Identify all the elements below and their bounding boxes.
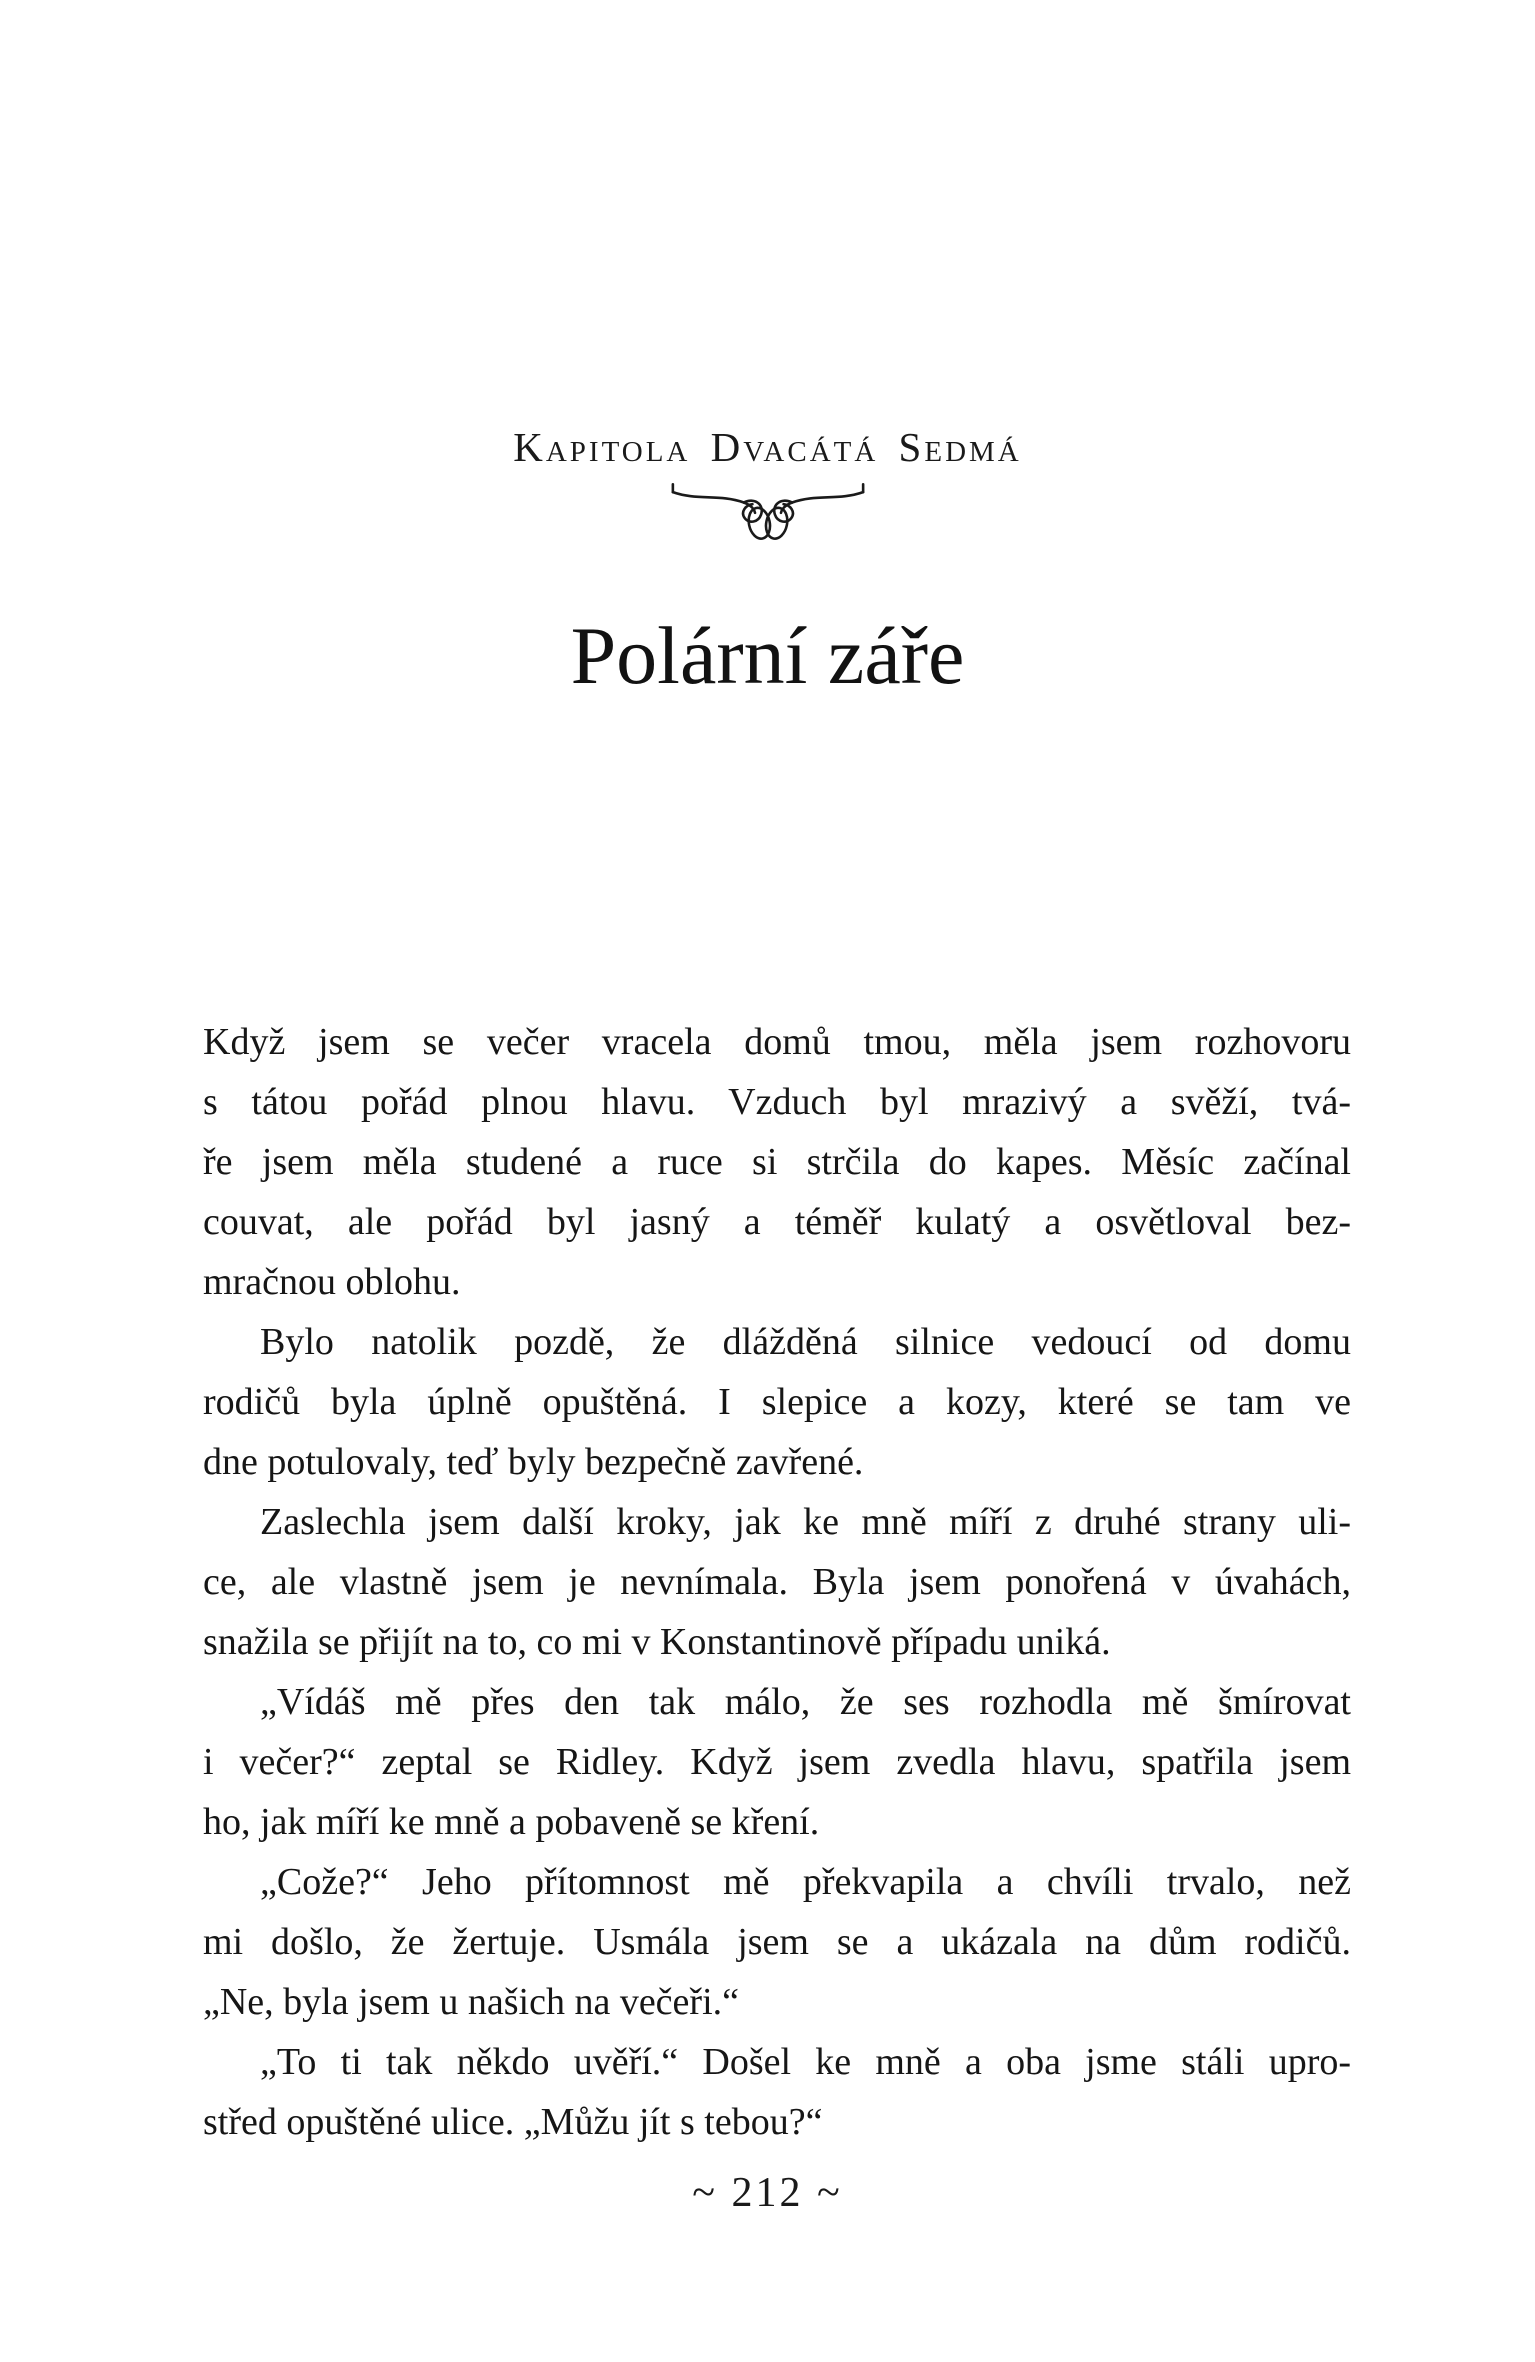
- paragraph: [203, 1312, 1351, 1492]
- page-number: ~ 212 ~: [692, 2170, 843, 2216]
- text-line: ře jsem měla studené a ruce si strčila do kapes. Měsíc začínal: [203, 1141, 1351, 1183]
- body-text: [203, 1012, 1351, 2152]
- text-line: „To ti tak někdo uvěří.“ Došel ke mně a oba jsme stáli upro-: [260, 2041, 1351, 2083]
- text-line: „Cože?“ Jeho přítomnost mě překvapila a chvíli trvalo, než: [260, 1861, 1351, 1903]
- paragraph: [203, 2032, 1351, 2152]
- text-line: ho, jak míří ke mně a pobaveně se kření.: [203, 1801, 820, 1843]
- calligraphic-flourish-icon: [663, 531, 873, 548]
- paragraph: [203, 1492, 1351, 1672]
- text-line: mi došlo, že žertuje. Usmála jsem se a ukázala na dům rodičů.: [203, 1921, 1351, 1963]
- text-line: Bylo natolik pozdě, že dlážděná silnice vedoucí od domu: [260, 1321, 1351, 1363]
- text-line: mračnou oblohu.: [203, 1261, 461, 1303]
- text-line: s tátou pořád plnou hlavu. Vzduch byl mrazivý a svěží, tvá-: [203, 1081, 1351, 1123]
- text-line: rodičů byla úplně opuštěná. I slepice a kozy, které se tam ve: [203, 1381, 1351, 1423]
- paragraph: [203, 1672, 1351, 1852]
- chapter-ornament: [0, 480, 1535, 549]
- text-line: ce, ale vlastně jsem je nevnímala. Byla jsem ponořená v úvahách,: [203, 1561, 1351, 1603]
- chapter-title: Polární záře: [570, 610, 965, 701]
- text-line: „Vídáš mě přes den tak málo, že ses rozhodla mě šmírovat: [260, 1681, 1351, 1723]
- text-line: i večer?“ zeptal se Ridley. Když jsem zvedla hlavu, spatřila jsem: [203, 1741, 1351, 1783]
- text-line: Zaslechla jsem další kroky, jak ke mně míří z druhé strany uli-: [260, 1501, 1351, 1543]
- paragraph: [203, 1852, 1351, 2032]
- chapter-kicker: Kapitola Dvacátá Sedmá: [513, 424, 1022, 470]
- text-line: střed opuštěné ulice. „Můžu jít s tebou?“: [203, 2101, 823, 2143]
- text-line: Když jsem se večer vracela domů tmou, měla jsem rozhovoru: [203, 1021, 1351, 1063]
- text-line: snažila se přijít na to, co mi v Konstantinově případu uniká.: [203, 1621, 1111, 1663]
- text-line: couvat, ale pořád byl jasný a téměř kulatý a osvětloval bez-: [203, 1201, 1351, 1243]
- paragraph: [203, 1012, 1351, 1312]
- text-line: dne potulovaly, teď byly bezpečně zavřené.: [203, 1441, 864, 1483]
- text-line: „Ne, byla jsem u našich na večeři.“: [203, 1981, 739, 2023]
